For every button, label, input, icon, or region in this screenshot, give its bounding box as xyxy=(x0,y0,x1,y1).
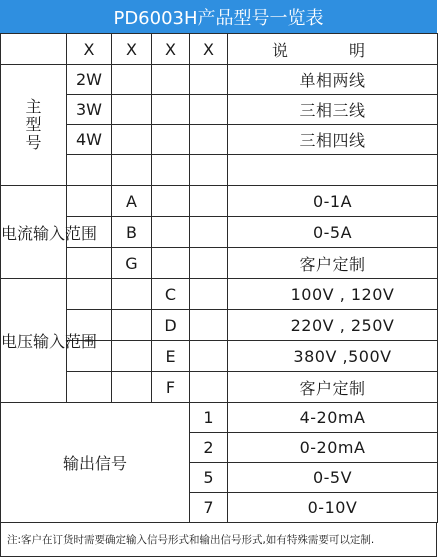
main-model-label xyxy=(1,65,67,186)
output-code-4: 7 xyxy=(190,493,228,523)
output-desc-1: 4-20mA xyxy=(228,403,438,433)
main-model-desc-1: 单相两线 xyxy=(228,65,438,95)
header-col-3: X xyxy=(152,34,190,65)
current-input-label: 电流输入范围 xyxy=(1,186,67,279)
main-model-row-empty xyxy=(1,155,438,186)
voltage-input-label: 电压输入范围 xyxy=(1,279,67,403)
output-desc-2: 0-20mA xyxy=(228,433,438,463)
header-desc: 说 明 xyxy=(228,34,438,65)
output-code-2: 2 xyxy=(190,433,228,463)
voltage-code-2: D xyxy=(152,310,190,341)
current-code-2: B xyxy=(112,217,152,248)
model-table xyxy=(0,33,438,523)
current-row-3 xyxy=(1,248,438,279)
output-desc-4: 0-10V xyxy=(228,493,438,523)
output-signal-label: 输出信号 xyxy=(1,403,190,523)
header-corner-cell xyxy=(1,34,67,65)
voltage-row-4 xyxy=(1,372,438,403)
output-code-3: 5 xyxy=(190,463,228,493)
main-model-code-2: 3W xyxy=(67,95,112,125)
voltage-desc-4: 客户定制 xyxy=(228,372,438,403)
main-model-row-3 xyxy=(1,125,438,155)
current-row-1 xyxy=(1,186,438,217)
output-desc-3: 0-5V xyxy=(228,463,438,493)
main-model-code-1: 2W xyxy=(67,65,112,95)
main-model-label-char-3: 号 xyxy=(25,133,42,152)
current-desc-3: 客户定制 xyxy=(228,248,438,279)
voltage-code-3: E xyxy=(152,341,190,372)
main-model-label-char-2: 型 xyxy=(25,115,42,134)
main-model-label-char-1: 主 xyxy=(25,97,42,116)
header-row xyxy=(1,34,438,65)
header-col-4: X xyxy=(190,34,228,65)
main-model-desc-2: 三相三线 xyxy=(228,95,438,125)
order-note: 注:客户在订货时需要确定输入信号形式和输出信号形式,如有特殊需要可以定制. xyxy=(0,522,437,557)
header-col-2: X xyxy=(112,34,152,65)
current-code-1: A xyxy=(112,186,152,217)
voltage-code-4: F xyxy=(152,372,190,403)
output-code-1: 1 xyxy=(190,403,228,433)
voltage-desc-2: 220V , 250V xyxy=(228,310,438,341)
header-col-1: X xyxy=(67,34,112,65)
main-model-code-3: 4W xyxy=(67,125,112,155)
output-row-1 xyxy=(1,403,438,433)
voltage-desc-3: 380V ,500V xyxy=(228,341,438,372)
voltage-code-1: C xyxy=(152,279,190,310)
main-model-row-1 xyxy=(1,65,438,95)
main-model-row-2 xyxy=(1,95,438,125)
current-desc-1: 0-1A xyxy=(228,186,438,217)
sheet-title: PD6003H产品型号一览表 xyxy=(0,0,437,33)
current-code-3: G xyxy=(112,248,152,279)
voltage-row-1 xyxy=(1,279,438,310)
main-model-desc-3: 三相四线 xyxy=(228,125,438,155)
voltage-desc-1: 100V , 120V xyxy=(228,279,438,310)
current-desc-2: 0-5A xyxy=(228,217,438,248)
